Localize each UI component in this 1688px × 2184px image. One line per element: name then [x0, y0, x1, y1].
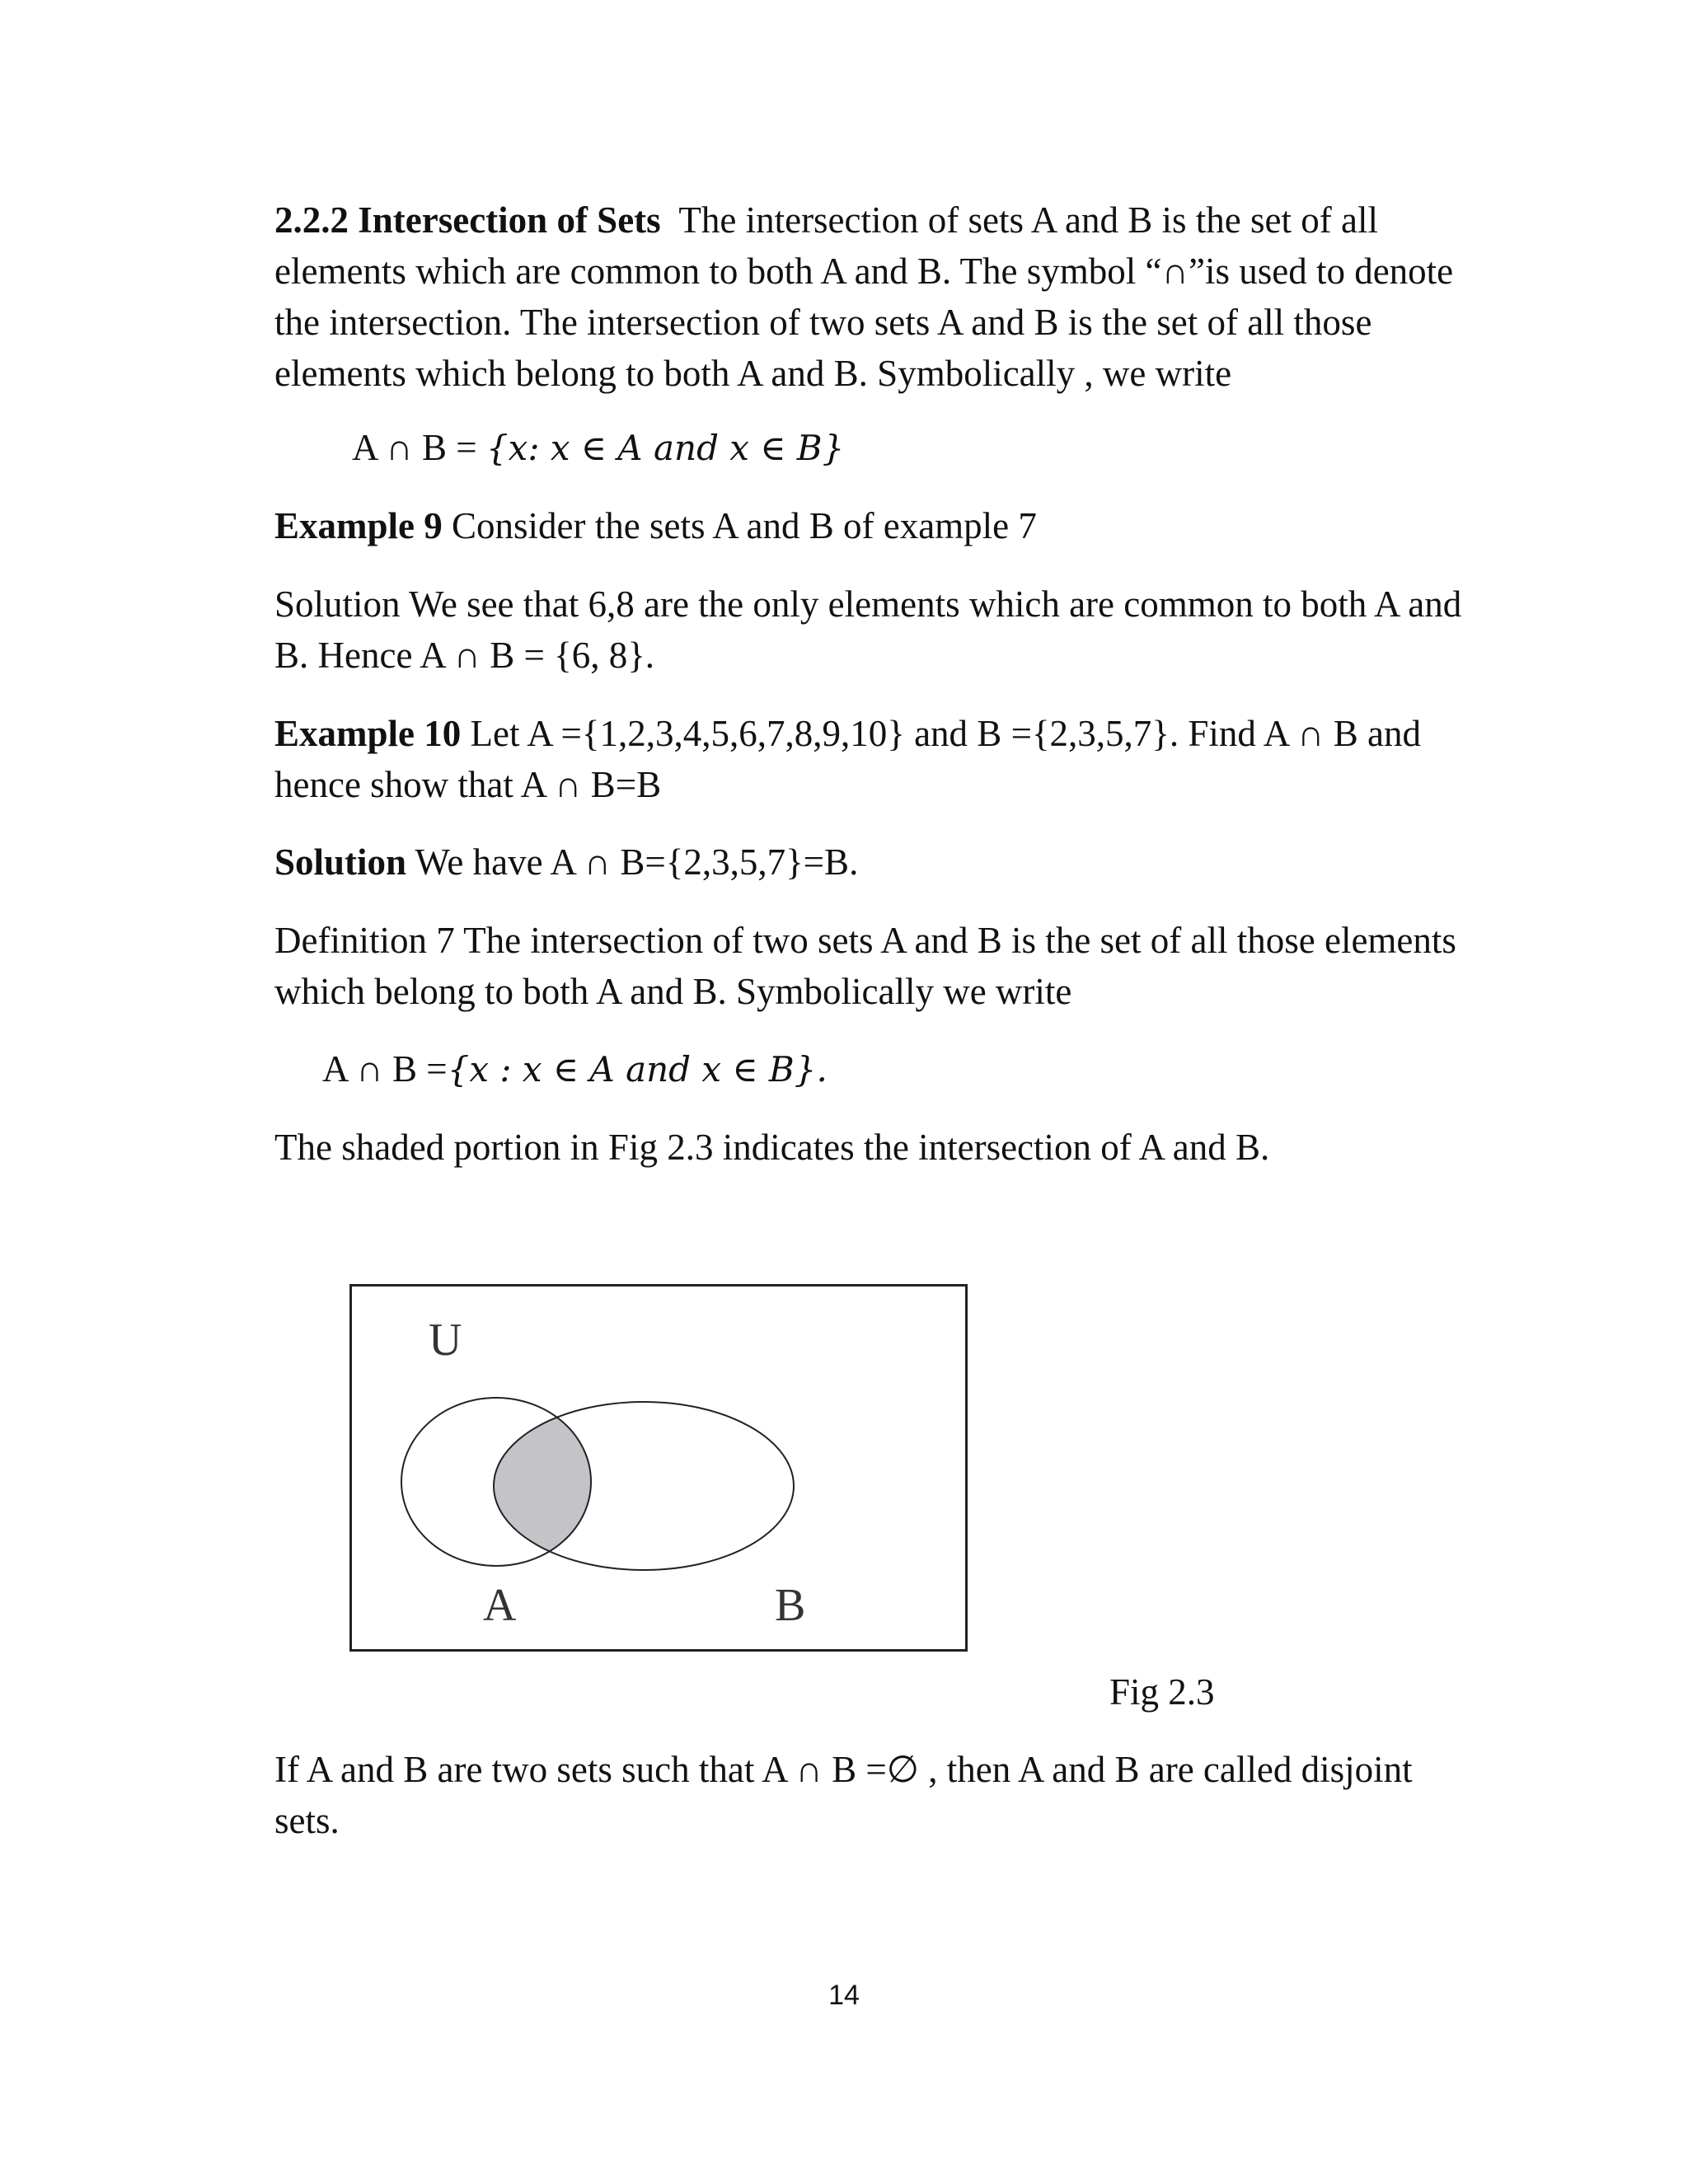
example-10-label: Example 10: [274, 713, 462, 754]
example-9-text: Consider the sets A and B of example 7: [452, 505, 1037, 546]
example-9-label: Example 9: [274, 505, 443, 546]
figure-caption: Fig 2.3: [1109, 1671, 1215, 1713]
definition-formula-rhs: {x : x ∈ A and x ∈ B}.: [447, 1049, 828, 1090]
universe-label: U: [429, 1315, 462, 1366]
formula-rhs: {x: x ∈ A and x ∈ B}: [485, 428, 845, 468]
example-10: [274, 708, 1478, 810]
set-b-label: B: [775, 1580, 806, 1631]
definition-formula-lhs: A ∩ B =: [322, 1048, 448, 1090]
set-a-label: A: [483, 1580, 517, 1631]
solution-9: Solution We see that 6,8 are the only elements which are common to both A and B. Hence A ∩ B = {6, 8}.: [274, 583, 1462, 676]
solution-10: [274, 837, 1478, 888]
section-paragraph: [274, 194, 1478, 399]
venn-diagram: [349, 1284, 968, 1652]
example-10-text: Let A ={1,2,3,4,5,6,7,8,9,10} and B ={2,3,5,7}. Find A ∩ B and hence show that A ∩ B=B: [274, 713, 1421, 805]
disjoint-sets-note: If A and B are two sets such that A ∩ B =∅ , then A and B are called disjoint sets.: [274, 1749, 1413, 1841]
section-body: The intersection of sets A and B is the set of all elements which are common to both A and B. The symbol “∩”is used to denote the intersection. The intersection of two sets A and B is the set of all those elements which belong to both A and B. Symbolically , we write: [274, 199, 1454, 394]
intersection-formula: [352, 422, 844, 474]
definition-7: Definition 7 The intersection of two sets A and B is the set of all those elements which belong to both A and B. Symbolically we write: [274, 920, 1456, 1012]
formula-lhs: A ∩ B =: [352, 427, 486, 468]
solution-10-text: We have A ∩ B={2,3,5,7}=B.: [415, 841, 859, 883]
definition-7-formula: [322, 1043, 828, 1095]
solution-10-label: Solution: [274, 841, 407, 883]
example-9: [274, 500, 1478, 551]
section-heading: 2.2.2 Intersection of Sets: [274, 199, 661, 241]
shaded-portion-note: The shaded portion in Fig 2.3 indicates the intersection of A and B.: [274, 1127, 1270, 1168]
page-number: 14: [828, 1980, 860, 2011]
